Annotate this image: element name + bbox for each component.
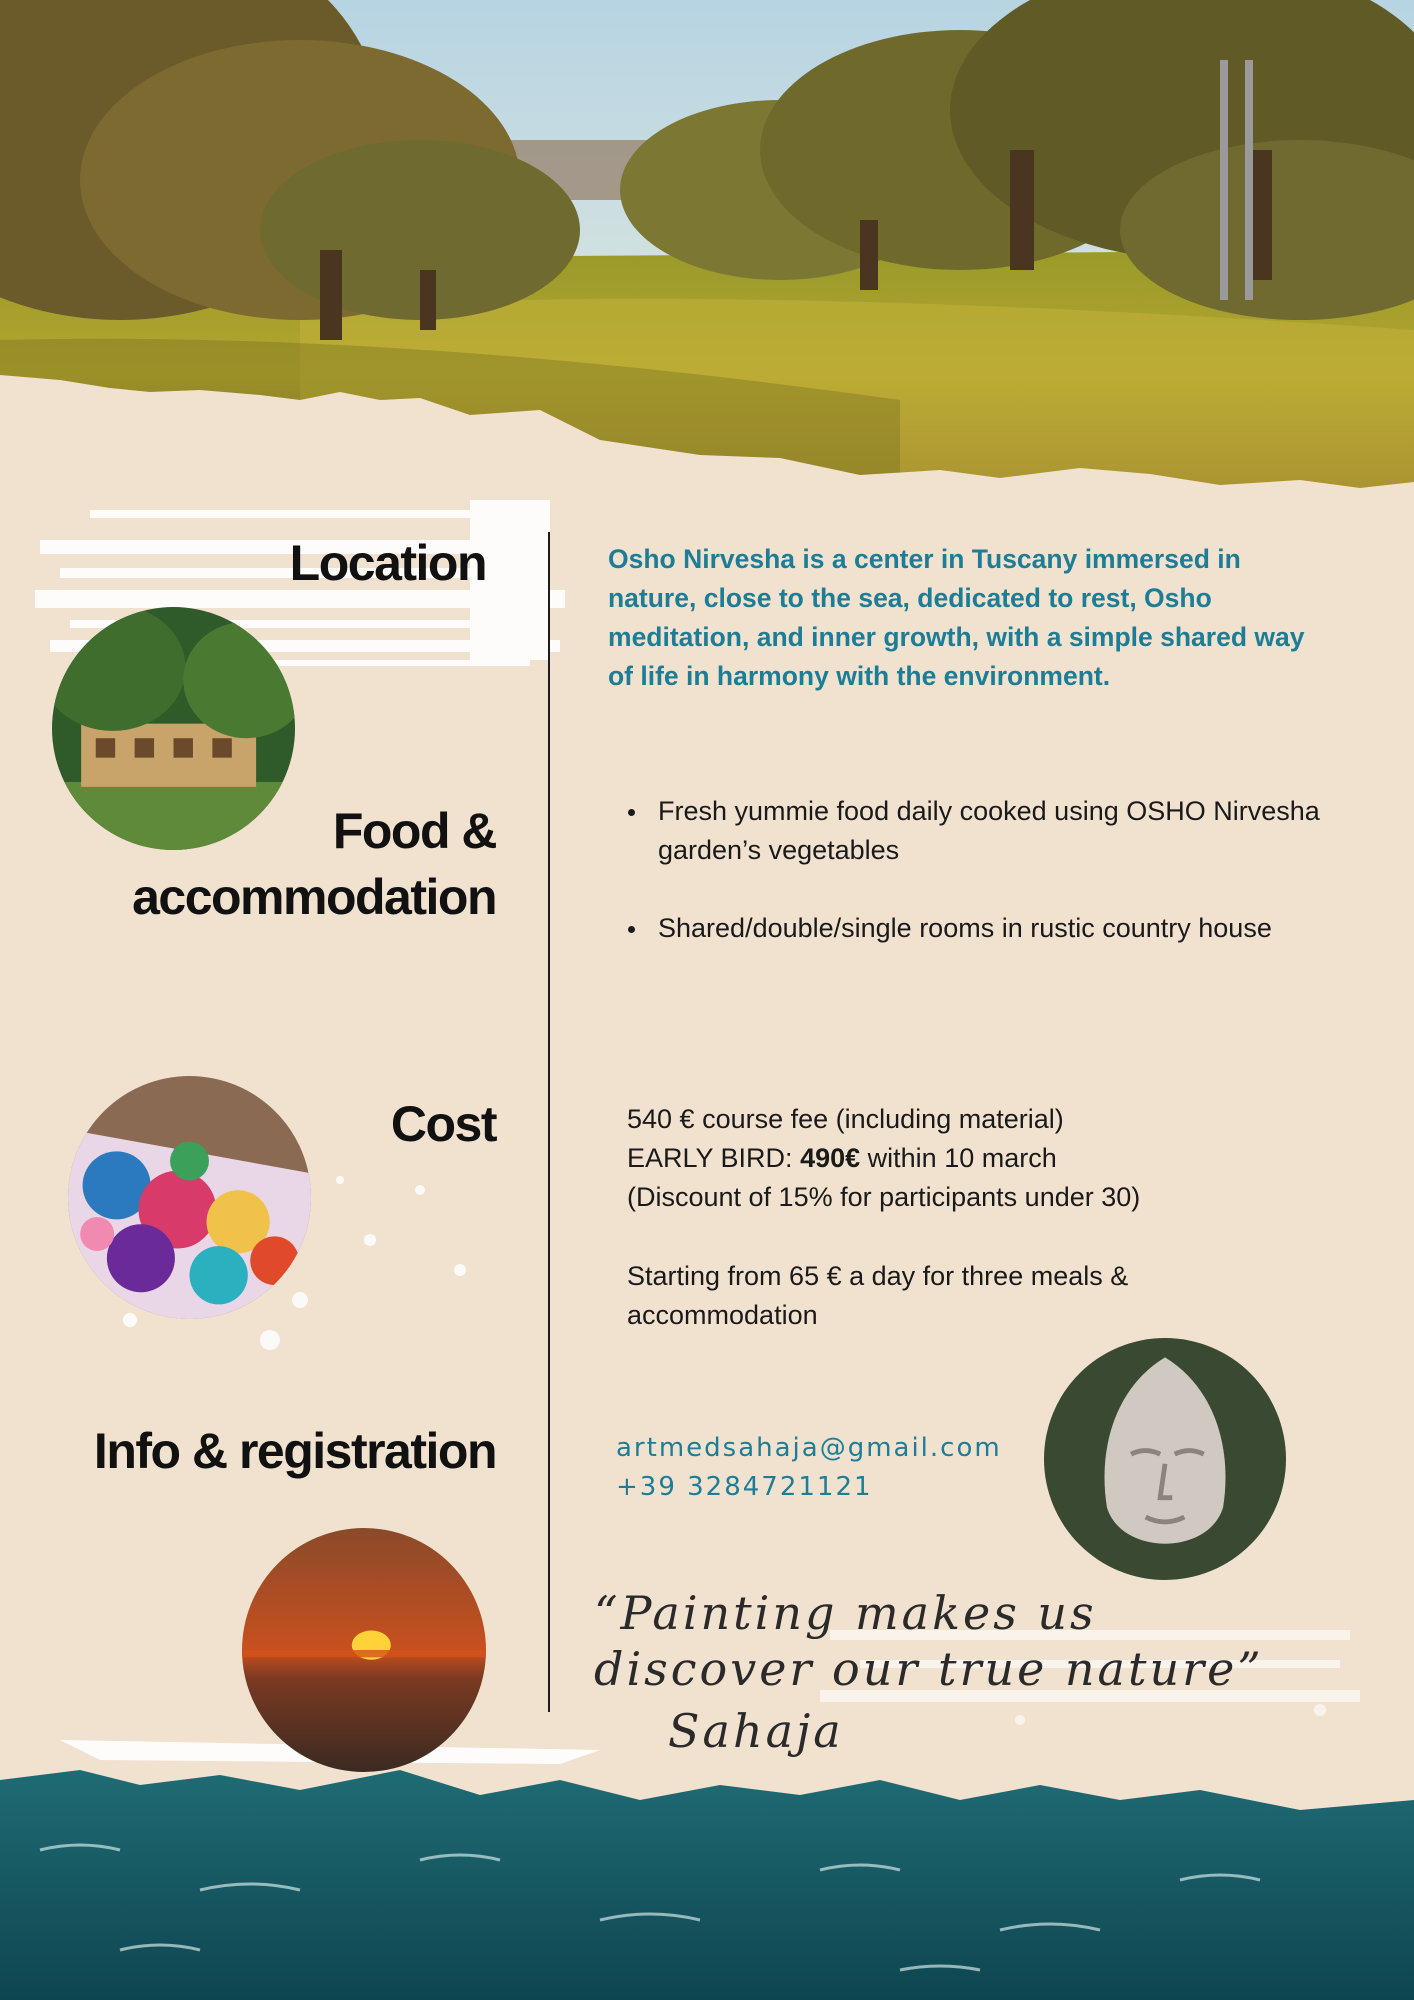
contact-info [616,1429,1056,1507]
location-heading: Location [289,535,486,591]
early-bird-deadline: within 10 march [867,1143,1057,1173]
paint-canvas-photo [68,1076,311,1319]
meals-cost: Starting from 65 € a day for three meals & accommodation [627,1261,1129,1330]
early-bird-price: 490€ [800,1143,861,1173]
sunset-photo [242,1528,486,1772]
list-item: Shared/double/single rooms in rustic country house [608,909,1328,948]
food-heading-line1: Food & [332,803,496,859]
quote-line2: discover our true nature” [594,1642,1264,1696]
quote-text [594,1585,1354,1697]
list-item: Fresh yummie food daily cooked using OSHO Nirvesha garden’s vegetables [608,792,1328,870]
course-fee: 540 € course fee (including material) [627,1104,1064,1134]
cost-details [627,1100,1227,1217]
food-bullet-list [608,792,1328,987]
email-link[interactable]: artmedsahaja@gmail.com [616,1433,1002,1463]
food-heading-line2: accommodation [132,869,496,925]
quote-line1: “Painting makes us [594,1586,1097,1640]
quote-author: Sahaja [668,1704,844,1758]
stone-face-sculpture-photo [1044,1338,1286,1580]
sea-photo [0,1740,1414,2000]
info-heading: Info & registration [93,1423,496,1479]
discount-note: (Discount of 15% for participants under 30) [627,1182,1141,1212]
food-heading [40,798,496,930]
location-description: Osho Nirvesha is a center in Tuscany immersed in nature, close to the sea, dedicated to rest, Osho meditation, and inner growth, with a simple shared way of life in harmony with the environment. [608,544,1305,691]
phone-link[interactable]: +39 3284721121 [616,1472,873,1502]
olive-grove-photo [0,0,1414,500]
vertical-divider [548,532,550,1712]
early-bird-label: EARLY BIRD: [627,1143,793,1173]
cost-heading: Cost [390,1096,496,1152]
